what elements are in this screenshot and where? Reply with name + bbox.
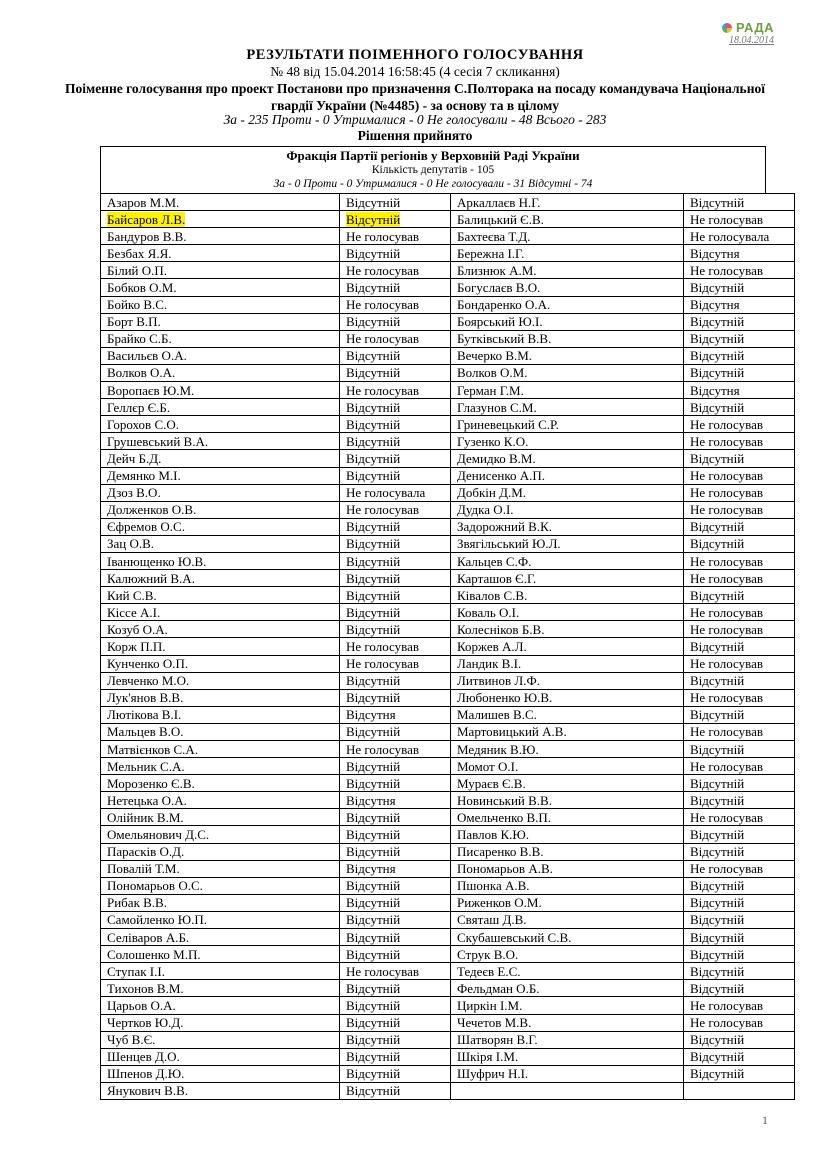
deputy-name: Олійник В.М. [101, 809, 340, 826]
vote-status: Відсутній [340, 894, 451, 911]
table-row [101, 604, 795, 621]
vote-status: Відсутній [340, 450, 451, 467]
vote-status: Не голосував [684, 997, 795, 1014]
vote-status: Відсутній [340, 194, 451, 211]
table-row [101, 706, 795, 723]
vote-status: Відсутній [684, 638, 795, 655]
vote-status: Відсутній [340, 570, 451, 587]
logo-text: РАДА [735, 20, 774, 35]
deputy-name: Чертков Ю.Д. [101, 1014, 340, 1031]
vote-status: Відсутній [684, 587, 795, 604]
vote-status: Не голосував [340, 262, 451, 279]
table-row [101, 792, 795, 809]
deputy-name: Дудка О.І. [451, 501, 684, 518]
vote-status: Не голосував [684, 501, 795, 518]
table-row [101, 347, 795, 364]
logo-date: 18.04.2014 [729, 35, 774, 46]
table-row [101, 211, 795, 228]
deputy-name: Скубашевський С.В. [451, 929, 684, 946]
vote-status: Відсутній [340, 689, 451, 706]
vote-status: Не голосував [684, 211, 795, 228]
vote-status: Відсутній [684, 792, 795, 809]
deputy-name: Герман Г.М. [451, 382, 684, 399]
decision: Рішення прийнято [357, 128, 473, 143]
vote-status: Не голосував [684, 860, 795, 877]
vote-status: Відсутній [340, 1014, 451, 1031]
table-row [101, 279, 795, 296]
vote-status: Не голосував [684, 570, 795, 587]
deputy-name: Кий С.В. [101, 587, 340, 604]
deputy-name: Малишев В.С. [451, 706, 684, 723]
deputy-name: Козуб О.А. [101, 621, 340, 638]
vote-status: Відсутня [684, 296, 795, 313]
table-row [101, 450, 795, 467]
vote-status [684, 1082, 795, 1099]
deputy-name: Білий О.П. [101, 262, 340, 279]
deputy-name: Зац О.В. [101, 535, 340, 552]
deputy-name: Демянко М.І. [101, 467, 340, 484]
vote-status: Відсутній [340, 416, 451, 433]
vote-status: Відсутній [340, 313, 451, 330]
deputy-name: Азаров М.М. [101, 194, 340, 211]
vote-status: Відсутній [684, 313, 795, 330]
vote-status: Відсутній [340, 758, 451, 775]
vote-status: Не голосував [340, 228, 451, 245]
vote-status: Не голосував [684, 416, 795, 433]
deputy-name: Бахтеєва Т.Д. [451, 228, 684, 245]
deputy-name: Бобков О.М. [101, 279, 340, 296]
deputy-name: Кунченко О.П. [101, 655, 340, 672]
deputy-name: Матвієнков С.А. [101, 741, 340, 758]
table-row [101, 433, 795, 450]
deputy-name: Денисенко А.П. [451, 467, 684, 484]
vote-status: Не голосував [684, 262, 795, 279]
vote-status: Відсутній [340, 723, 451, 740]
deputy-name: Парасків О.Д. [101, 843, 340, 860]
deputy-name: Горохов С.О. [101, 416, 340, 433]
deputy-name [451, 1082, 684, 1099]
vote-status: Відсутній [340, 775, 451, 792]
deputy-name: Лютікова В.І. [101, 706, 340, 723]
vote-status: Відсутній [684, 946, 795, 963]
deputy-name: Риженков О.М. [451, 894, 684, 911]
deputy-name: Тихонов В.М. [101, 980, 340, 997]
deputy-name: Шенцев Д.О. [101, 1048, 340, 1065]
table-row [101, 552, 795, 569]
deputy-name: Безбах Я.Я. [101, 245, 340, 262]
table-row [101, 1048, 795, 1065]
vote-status: Відсутня [340, 706, 451, 723]
deputy-name: Вечерко В.М. [451, 347, 684, 364]
deputy-name: Писаренко В.В. [451, 843, 684, 860]
deputy-name: Шпенов Д.Ю. [101, 1065, 340, 1082]
table-row [101, 399, 795, 416]
vote-status: Не голосував [684, 467, 795, 484]
table-row [101, 655, 795, 672]
vote-status: Не голосував [340, 741, 451, 758]
table-row [101, 929, 795, 946]
deputy-name: Янукович В.В. [101, 1082, 340, 1099]
deputy-name: Глазунов С.М. [451, 399, 684, 416]
table-row [101, 313, 795, 330]
table-row [101, 535, 795, 552]
deputy-name: Ландик В.І. [451, 655, 684, 672]
deputy-name: Волков О.М. [451, 364, 684, 381]
vote-status: Відсутній [684, 279, 795, 296]
deputy-name: Гузенко К.О. [451, 433, 684, 450]
vote-status: Відсутній [684, 1065, 795, 1082]
table-row [101, 672, 795, 689]
vote-status: Відсутній [684, 929, 795, 946]
table-row [101, 416, 795, 433]
vote-status: Відсутній [684, 364, 795, 381]
table-row [101, 843, 795, 860]
page-title: РЕЗУЛЬТАТИ ПОІМЕННОГО ГОЛОСУВАННЯ [246, 47, 584, 63]
vote-status: Не голосував [340, 382, 451, 399]
vote-status: Відсутній [684, 1031, 795, 1048]
vote-status: Відсутній [340, 245, 451, 262]
table-row [101, 894, 795, 911]
deputy-name: Коржев А.Л. [451, 638, 684, 655]
deputy-name: Карташов Є.Г. [451, 570, 684, 587]
deputy-name: Колесніков Б.В. [451, 621, 684, 638]
vote-status: Відсутній [340, 279, 451, 296]
vote-status: Не голосував [340, 963, 451, 980]
vote-status: Не голосував [684, 758, 795, 775]
vote-status: Відсутній [340, 433, 451, 450]
deputy-name: Кіссе А.І. [101, 604, 340, 621]
table-row [101, 228, 795, 245]
vote-status: Відсутній [340, 1082, 451, 1099]
vote-status: Відсутній [684, 706, 795, 723]
deputy-name: Гриневецький С.Р. [451, 416, 684, 433]
votes-table [100, 193, 795, 1100]
deputy-name: Тедеєв Е.С. [451, 963, 684, 980]
table-row [101, 484, 795, 501]
vote-status: Відсутній [684, 535, 795, 552]
vote-number: № 48 від 15.04.2014 16:58:45 (4 сесія 7 скликання) [270, 64, 560, 79]
deputy-name: Бутківський В.В. [451, 330, 684, 347]
table-row [101, 809, 795, 826]
vote-status: Відсутній [340, 826, 451, 843]
table-row [101, 963, 795, 980]
vote-status: Не голосував [684, 433, 795, 450]
vote-status: Не голосував [684, 689, 795, 706]
deputy-name: Чуб В.Є. [101, 1031, 340, 1048]
deputy-name: Момот О.І. [451, 758, 684, 775]
vote-status: Не голосував [340, 501, 451, 518]
vote-status [340, 211, 451, 228]
vote-status: Не голосував [684, 621, 795, 638]
vote-status: Не голосував [340, 638, 451, 655]
vote-status: Відсутній [684, 347, 795, 364]
vote-status: Відсутній [684, 450, 795, 467]
deputy-name: Задорожний В.К. [451, 518, 684, 535]
table-row [101, 501, 795, 518]
deputy-name: Геллєр Є.Б. [101, 399, 340, 416]
deputy-name: Нетецька О.А. [101, 792, 340, 809]
deputy-name: Новинський В.В. [451, 792, 684, 809]
vote-status: Відсутній [340, 672, 451, 689]
vote-status: Відсутній [340, 535, 451, 552]
deputy-name: Єфремов О.С. [101, 518, 340, 535]
deputy-name: Бережна І.Г. [451, 245, 684, 262]
vote-status: Відсутній [684, 775, 795, 792]
vote-status: Відсутній [340, 980, 451, 997]
table-row [101, 621, 795, 638]
table-row [101, 775, 795, 792]
table-row [101, 1082, 795, 1099]
faction-name: Фракція Партії регіонів у Верховній Раді України [286, 148, 580, 163]
vote-status: Відсутній [340, 552, 451, 569]
table-row [101, 877, 795, 894]
deputy-name: Любоненко Ю.В. [451, 689, 684, 706]
table-row [101, 980, 795, 997]
vote-status: Не голосував [684, 809, 795, 826]
table-row [101, 1031, 795, 1048]
table-row [101, 194, 795, 211]
vote-status: Відсутній [684, 894, 795, 911]
vote-status: Відсутній [340, 364, 451, 381]
deputy-name: Пономарьов А.В. [451, 860, 684, 877]
deputy-name: Мельник С.А. [101, 758, 340, 775]
deputy-name: Мальцев В.О. [101, 723, 340, 740]
deputy-name: Іванющенко Ю.В. [101, 552, 340, 569]
vote-status: Відсутній [340, 518, 451, 535]
vote-status: Відсутня [340, 792, 451, 809]
deputy-name: Шуфрич Н.І. [451, 1065, 684, 1082]
deputy-name: Воропаєв Ю.М. [101, 382, 340, 399]
deputy-name: Солошенко М.П. [101, 946, 340, 963]
deputy-name: Царьов О.А. [101, 997, 340, 1014]
vote-status: Відсутній [340, 911, 451, 928]
deputy-name [101, 211, 340, 228]
deputy-name: Борт В.П. [101, 313, 340, 330]
table-row [101, 587, 795, 604]
vote-status: Відсутній [684, 843, 795, 860]
vote-status: Відсутній [340, 1048, 451, 1065]
deputy-name: Фельдман О.Б. [451, 980, 684, 997]
deputy-name: Волков О.А. [101, 364, 340, 381]
deputy-name: Струк В.О. [451, 946, 684, 963]
vote-status: Не голосував [340, 655, 451, 672]
table-row [101, 997, 795, 1014]
deputy-name: Мураєв Є.В. [451, 775, 684, 792]
table-row [101, 296, 795, 313]
deputy-name: Литвинов Л.Ф. [451, 672, 684, 689]
vote-status: Не голосувала [340, 484, 451, 501]
table-row [101, 638, 795, 655]
vote-status: Не голосував [684, 1014, 795, 1031]
vote-status: Відсутній [684, 826, 795, 843]
deputy-name: Близнюк А.М. [451, 262, 684, 279]
deputy-name: Павлов К.Ю. [451, 826, 684, 843]
vote-status: Відсутній [340, 399, 451, 416]
page-number: 1 [762, 1113, 768, 1127]
vote-status: Відсутній [340, 877, 451, 894]
deputy-name: Васильєв О.А. [101, 347, 340, 364]
deputy-name: Кальцев С.Ф. [451, 552, 684, 569]
vote-status: Відсутній [340, 929, 451, 946]
table-row [101, 741, 795, 758]
table-row [101, 1065, 795, 1082]
faction-header [100, 146, 766, 193]
vote-status: Не голосував [684, 723, 795, 740]
deputy-name: Корж П.П. [101, 638, 340, 655]
vote-status: Відсутній [340, 843, 451, 860]
vote-status: Не голосувала [684, 228, 795, 245]
vote-status: Відсутній [684, 877, 795, 894]
vote-status: Відсутній [684, 963, 795, 980]
table-row [101, 1014, 795, 1031]
deputy-name: Бандуров В.В. [101, 228, 340, 245]
vote-status: Відсутній [684, 194, 795, 211]
table-row [101, 826, 795, 843]
table-row [101, 518, 795, 535]
deputy-name: Святаш Д.В. [451, 911, 684, 928]
vote-status: Не голосував [684, 484, 795, 501]
vote-status: Не голосував [684, 552, 795, 569]
deputy-name: Звягільський Ю.Л. [451, 535, 684, 552]
deputy-name: Шатворян В.Г. [451, 1031, 684, 1048]
rada-logo [716, 20, 774, 46]
deputy-name: Бондаренко О.А. [451, 296, 684, 313]
deputy-name: Шкіря І.М. [451, 1048, 684, 1065]
table-row [101, 570, 795, 587]
vote-status: Відсутній [684, 330, 795, 347]
rada-flower-icon [722, 23, 732, 33]
vote-status: Не голосував [684, 655, 795, 672]
deputy-name: Ступак І.І. [101, 963, 340, 980]
deputy-name: Боярський Ю.І. [451, 313, 684, 330]
deputy-name: Бойко В.С. [101, 296, 340, 313]
table-row [101, 758, 795, 775]
deputy-name: Самойленко Ю.П. [101, 911, 340, 928]
deputy-name: Омельянович Д.С. [101, 826, 340, 843]
table-row [101, 860, 795, 877]
deputy-name: Лук'янов В.В. [101, 689, 340, 706]
table-row [101, 262, 795, 279]
deputy-name: Рибак В.В. [101, 894, 340, 911]
deputy-name: Повалій Т.М. [101, 860, 340, 877]
deputy-name: Аркаллаєв Н.Г. [451, 194, 684, 211]
vote-status: Відсутній [340, 621, 451, 638]
vote-status: Відсутній [340, 809, 451, 826]
deputy-name: Калюжний В.А. [101, 570, 340, 587]
table-row [101, 723, 795, 740]
vote-status: Відсутній [340, 946, 451, 963]
deputy-name: Дзоз В.О. [101, 484, 340, 501]
deputy-name: Циркін І.М. [451, 997, 684, 1014]
vote-status: Відсутній [340, 1031, 451, 1048]
deputy-name: Грушевський В.А. [101, 433, 340, 450]
vote-status: Відсутній [340, 347, 451, 364]
vote-status: Відсутній [684, 1048, 795, 1065]
vote-status: Відсутній [340, 1065, 451, 1082]
deputy-name: Богуслаєв В.О. [451, 279, 684, 296]
deputy-name: Демидко В.М. [451, 450, 684, 467]
table-row [101, 689, 795, 706]
vote-status: Відсутній [684, 741, 795, 758]
highlighted-text: Відсутній [346, 211, 401, 227]
vote-status: Не голосував [340, 296, 451, 313]
table-row [101, 946, 795, 963]
deputy-name: Дейч Б.Д. [101, 450, 340, 467]
vote-status: Відсутній [684, 980, 795, 997]
vote-status: Відсутній [340, 587, 451, 604]
table-row [101, 364, 795, 381]
vote-status: Не голосував [340, 330, 451, 347]
vote-description: Поіменне голосування про проект Постанови про призначення С.Полторака на посаду командувача Національної гвардії України (№4485) - за основу та в цілому [65, 81, 765, 113]
deputy-name: Медяник В.Ю. [451, 741, 684, 758]
table-row [101, 382, 795, 399]
vote-status: Відсутня [684, 382, 795, 399]
vote-status: Відсутній [684, 911, 795, 928]
deputy-name: Брайко С.Б. [101, 330, 340, 347]
vote-status: Відсутня [340, 860, 451, 877]
vote-status: Відсутній [684, 399, 795, 416]
deputy-name: Балицький Є.В. [451, 211, 684, 228]
vote-status: Відсутній [340, 604, 451, 621]
vote-status: Відсутній [684, 672, 795, 689]
vote-status: Відсутня [684, 245, 795, 262]
deputy-name: Чечетов М.В. [451, 1014, 684, 1031]
vote-status: Відсутній [684, 518, 795, 535]
deputy-name: Ківалов С.В. [451, 587, 684, 604]
vote-status: Відсутній [340, 467, 451, 484]
vote-status: Не голосував [684, 604, 795, 621]
deputy-name: Долженков О.В. [101, 501, 340, 518]
vote-totals: За - 235 Проти - 0 Утрималися - 0 Не голосували - 48 Всього - 283 [223, 112, 607, 127]
deputy-name: Мартовицький А.В. [451, 723, 684, 740]
faction-count: Кількість депутатів - 105 [371, 164, 495, 176]
highlighted-text: Байсаров Л.В. [107, 211, 186, 227]
deputy-name: Омельченко В.П. [451, 809, 684, 826]
table-row [101, 330, 795, 347]
deputy-name: Пшонка А.В. [451, 877, 684, 894]
vote-status: Відсутній [340, 997, 451, 1014]
table-row [101, 467, 795, 484]
deputy-name: Пономарьов О.С. [101, 877, 340, 894]
table-row [101, 245, 795, 262]
deputy-name: Морозенко Є.В. [101, 775, 340, 792]
deputy-name: Селіваров А.Б. [101, 929, 340, 946]
deputy-name: Добкін Д.М. [451, 484, 684, 501]
table-row [101, 911, 795, 928]
faction-totals: За - 0 Проти - 0 Утрималися - 0 Не голосували - 31 Відсутні - 74 [273, 178, 593, 190]
deputy-name: Левченко М.О. [101, 672, 340, 689]
deputy-name: Коваль О.І. [451, 604, 684, 621]
